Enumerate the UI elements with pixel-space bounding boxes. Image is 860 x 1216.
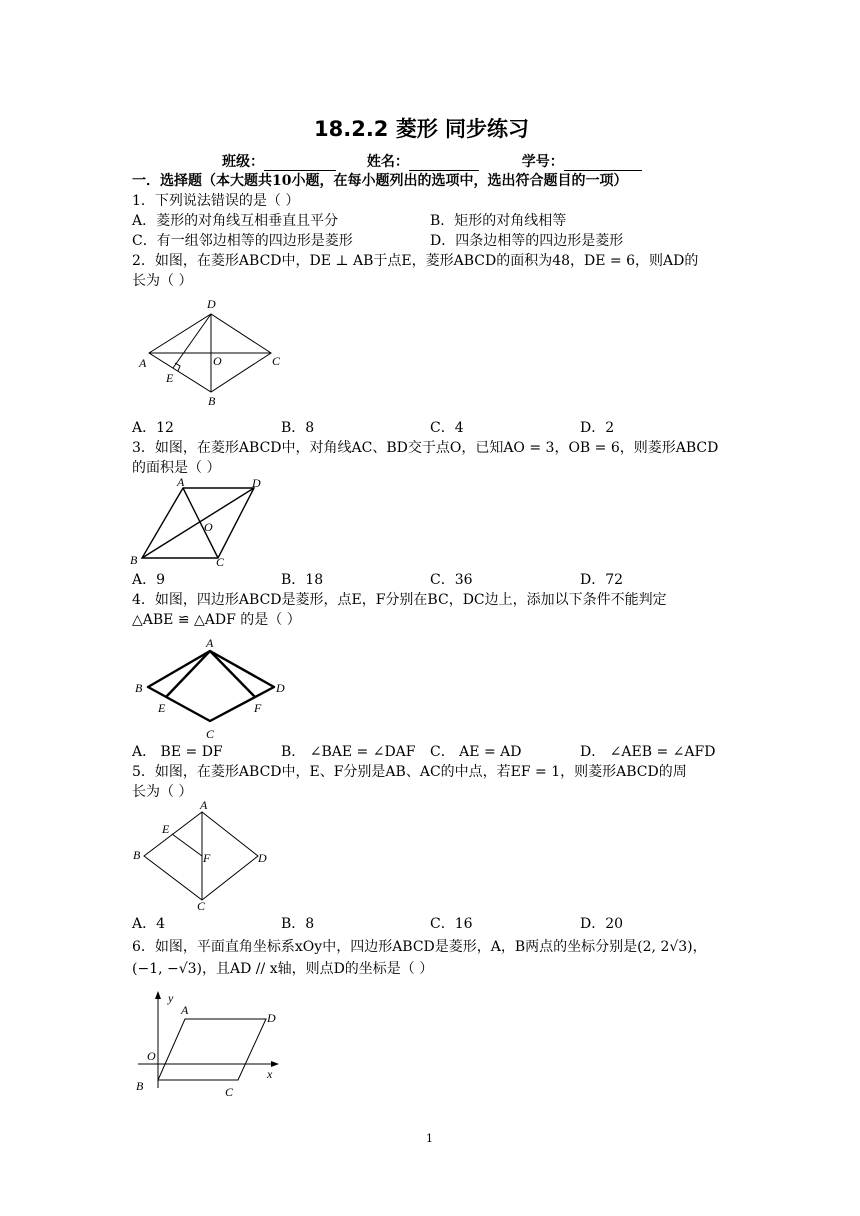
fig6-label-x: x — [267, 1067, 273, 1081]
fig3-label-d: D — [252, 476, 261, 490]
q3-stem-line1: 3．如图，在菱形ABCD中，对角线AC、BD交于点O，已知AO = 3，OB = 6，则菱形ABCD — [132, 440, 719, 456]
q2-option-a: A．12 — [132, 420, 174, 436]
name-field[interactable] — [409, 156, 479, 171]
fig6-label-a: A — [181, 1003, 189, 1017]
q1-stem: 1．下列说法错误的是（ ） — [132, 193, 300, 209]
fig5-label-b: B — [133, 848, 141, 862]
q1-option-b: B．矩形的对角线相等 — [430, 213, 567, 229]
fig6-label-b: B — [136, 1079, 144, 1093]
fig3-label-a: A — [177, 475, 185, 489]
fig4-label-d: D — [276, 681, 285, 695]
id-label: 学号： — [521, 154, 564, 170]
fig2-label-d: D — [207, 297, 216, 311]
q5-figure — [130, 800, 270, 912]
fig2-label-a: A — [139, 356, 147, 370]
q3-option-a: A．9 — [132, 572, 166, 588]
fig4-label-f: F — [254, 701, 262, 715]
page-number: 1 — [426, 1132, 433, 1145]
fig5-label-f: F — [203, 851, 211, 865]
q4-option-b: B． ∠BAE = ∠DAF — [281, 744, 416, 760]
fig2-label-e: E — [166, 371, 174, 385]
q5-stem-line1: 5．如图，在菱形ABCD中，E、F分别是AB、AC的中点，若EF = 1，则菱形ABCD的周 — [132, 764, 687, 780]
fig2-label-b: B — [208, 394, 216, 408]
q2-figure — [135, 295, 295, 410]
fig6-label-o: O — [147, 1049, 156, 1063]
q3-option-d: D．72 — [580, 572, 624, 588]
fig3-label-b: B — [130, 553, 138, 567]
student-info-row — [222, 153, 642, 171]
q5-stem-line2: 长为（ ） — [132, 784, 193, 800]
q1-option-c: C．有一组邻边相等的四边形是菱形 — [132, 233, 353, 249]
q4-option-d: D． ∠AEB = ∠AFD — [580, 744, 716, 760]
q4-option-c: C． AE = AD — [430, 744, 522, 760]
section-heading: 一．选择题（本大题共10小题，在每小题列出的选项中，选出符合题目的一项） — [132, 173, 628, 189]
q2-stem-line1: 2．如图，在菱形ABCD中，DE ⊥ AB于点E，菱形ABCD的面积为48，DE = 6，则AD的 — [132, 253, 699, 269]
fig4-label-e: E — [158, 701, 166, 715]
fig5-label-c: C — [197, 899, 206, 913]
fig6-label-y: y — [168, 991, 174, 1005]
q6-figure — [130, 988, 290, 1100]
q5-option-a: A．4 — [132, 916, 166, 932]
q1-option-d: D．四条边相等的四边形是菱形 — [430, 233, 624, 249]
fig5-label-e: E — [162, 822, 170, 836]
q4-figure — [134, 635, 294, 741]
q4-stem-line1: 4．如图，四边形ABCD是菱形，点E，F分别在BC，DC边上，添加以下条件不能判定 — [132, 592, 667, 608]
q4-stem-line2: △ABE ≌ △ADF 的是（ ） — [132, 612, 301, 628]
q1-option-a: A．菱形的对角线互相垂直且平分 — [132, 213, 339, 229]
q2-stem-line2: 长为（ ） — [132, 273, 193, 289]
fig4-label-c: C — [206, 727, 215, 741]
q2-option-c: C．4 — [430, 420, 464, 436]
class-field[interactable] — [264, 156, 336, 171]
q3-stem-line2: 的面积是（ ） — [132, 460, 221, 476]
fig4-label-a: A — [206, 636, 214, 650]
fig2-label-c: C — [272, 354, 281, 368]
fig2-label-o: O — [213, 354, 222, 368]
q6-stem-line2: (−1, −√3)，且AD // x轴，则点D的坐标是（ ） — [132, 961, 434, 977]
fig5-label-d: D — [258, 851, 267, 865]
fig3-label-o: O — [204, 520, 213, 534]
q5-option-d: D．20 — [580, 916, 624, 932]
y-axis-arrow — [155, 991, 161, 999]
fig6-label-d: D — [267, 1011, 276, 1025]
q3-option-b: B．18 — [281, 572, 324, 588]
q6-stem-line1: 6．如图，平面直角坐标系xOy中，四边形ABCD是菱形，A，B两点的坐标分别是(2, 2√3)， — [132, 939, 707, 955]
page-title: 18.2.2 菱形 同步练习 — [314, 117, 530, 141]
fig3-label-c: C — [216, 555, 225, 569]
fig6-label-c: C — [225, 1085, 234, 1099]
q3-figure — [130, 474, 270, 570]
q3-option-c: C．36 — [430, 572, 473, 588]
q4-option-a: A． BE = DF — [132, 744, 223, 760]
name-label: 姓名： — [366, 154, 409, 170]
q5-option-b: B．8 — [281, 916, 315, 932]
fig5-label-a: A — [200, 798, 208, 812]
q2-option-d: D．2 — [580, 420, 615, 436]
q5-option-c: C．16 — [430, 916, 473, 932]
fig4-label-b: B — [135, 681, 143, 695]
q2-option-b: B．8 — [281, 420, 315, 436]
student-id-field[interactable] — [564, 156, 642, 171]
class-label: 班级： — [222, 154, 264, 170]
